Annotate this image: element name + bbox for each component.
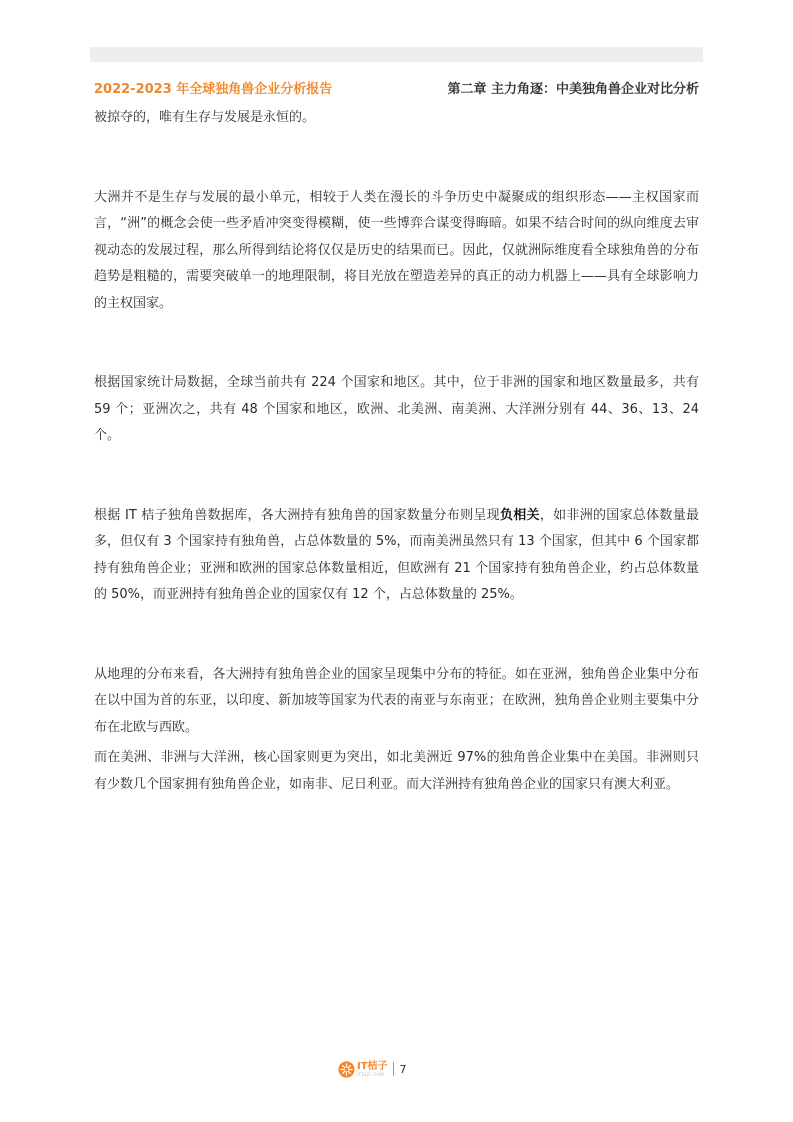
page-header	[94, 80, 699, 100]
paragraph-sovereign-states: 大洲并不是生存与发展的最小单元，相较于人类在漫长的斗争历史中凝聚成的组织形态——主权国家而言，“洲”的概念会使一些矛盾冲突变得模糊，使一些博弈合谋变得晦暗。如果不结合时间的纵向维度去审视动态的发展过程，那么所得到结论将仅仅是历史的结果而已。因此，仅就洲际维度看全球独角兽的分布趋势是粗糙的，需要突破单一的地理限制，将目光放在塑造差异的真正的动力机器上——具有全球影响力的主权国家。	[94, 189, 699, 311]
page-number: 7	[399, 1062, 407, 1076]
orange-logo-icon	[338, 1061, 355, 1078]
logo-text: IT桔子	[357, 1061, 388, 1072]
paragraph-negative-correlation	[94, 503, 699, 609]
logo-subtext: ITJUZI.COM	[357, 1072, 385, 1077]
body-text	[94, 105, 699, 798]
paragraph-country-counts: 根据国家统计局数据，全球当前共有 224 个国家和地区。其中，位于非洲的国家和地区数量最多，共有 59 个；亚洲次之，共有 48 个国家和地区，欧洲、北美洲、南美洲、大洋洲分别有 44、36、13、24 个。	[94, 375, 699, 443]
report-title: 2022-2023 年全球独角兽企业分析报告	[94, 82, 333, 97]
page-footer	[338, 1058, 407, 1080]
paragraph-text: 根据 IT 桔子独角兽数据库，各大洲持有独角兽的国家数量分布则呈现	[94, 507, 500, 523]
paragraph-geographic-distribution: 从地理的分布来看，各大洲持有独角兽企业的国家呈现集中分布的特征。如在亚洲，独角兽企业集中分布在以中国为首的东亚，以印度、新加坡等国家为代表的南亚与东南亚；在欧洲，独角兽企业则主要集中分布在北欧与西欧。	[94, 666, 699, 735]
paragraph-core-countries: 而在美洲、非洲与大洋洲，核心国家则更为突出，如北美洲近 97%的独角兽企业集中在美国。非洲则只有少数几个国家拥有独角兽企业，如南非、尼日利亚。而大洋洲持有独角兽企业的国家只有澳大利亚。	[94, 750, 699, 792]
top-decorative-bar	[90, 47, 703, 62]
itjuzi-logo	[338, 1061, 388, 1078]
emphasis-negative-correlation: 负相关	[499, 507, 540, 523]
footer-divider	[393, 1062, 394, 1076]
chapter-title: 第二章 主力角逐：中美独角兽企业对比分析	[447, 82, 699, 97]
paragraph-text: ，如非洲的国家总体数量最多，但仅有 3 个国家持有独角兽，占总体数量的 5%，而南美洲虽然只有 13 个国家，但其中 6 个国家都持有独角兽企业；亚洲和欧洲的国家总体数量相近，但欧洲有 21 个国家持有独角兽企业，约占总体数量的 50%，而亚洲持有独角兽企业的国家仅有 12 个，占总体数量的 25%。	[94, 507, 699, 602]
paragraph-continuation: 被掠夺的，唯有生存与发展是永恒的。	[94, 110, 316, 125]
